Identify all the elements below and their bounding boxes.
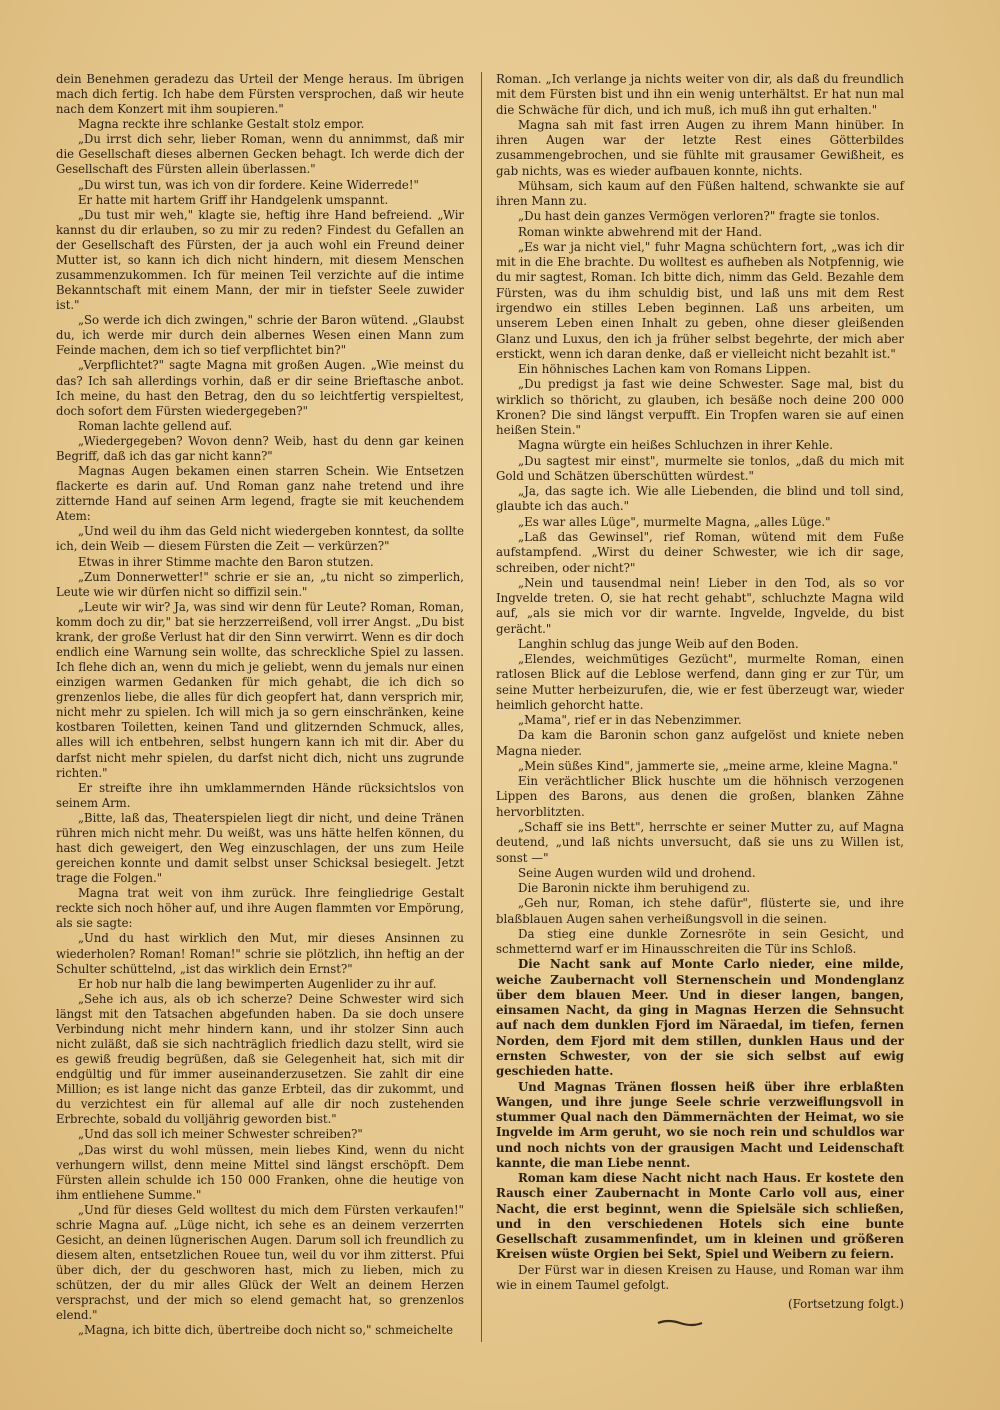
paragraph: „Du predigst ja fast wie deine Schwester. Sage mal, bist du wirklich so thöricht, zu glauben, ich besäße noch deine 200 000 Kronen? Die sind längst verpufft. Ein Tropfen waren sie auf einen heißen Stein." [496,377,904,438]
paragraph: Roman. „Ich verlange ja nichts weiter von dir, als daß du freundlich mit dem Fürsten bist und ihn ein wenig unterhältst. Er hat nun mal die Schwäche für dich, und ich muß, ich muß ihn gut erhalten." [496,72,904,117]
paragraph: Er hob nur halb die lang bewimperten Augenlider zu ihr auf. [78,976,437,991]
paragraph: „Elendes, weichmütiges Gezücht", murmelte Roman, einen ratlosen Blick auf die Leblose werfend, dann ging er zur Tür, um seine Mutter herbeizurufen, die, wie er fest überzeugt war, wieder heimlich gehorcht hatte. [496,652,904,712]
paragraph: Magnas Augen bekamen einen starren Schein. Wie Entsetzen flackerte es darin auf. Und Roman ganz nahe tretend und ihre zitternde Hand auf seinen Arm legend, fragte sie mit keuchendem Atem: [56,464,464,524]
paragraph: Roman winkte abwehrend mit der Hand. [518,224,763,239]
paragraph: Ein verächtlicher Blick huschte um die höhnisch verzogenen Lippen des Barons, aus denen die großen, blanken Zähne hervorblitzten. [496,774,904,819]
paragraph: Er hatte mit hartem Griff ihr Handgelenk umspannt. [78,192,389,207]
paragraph: „Leute wir wir? Ja, was sind wir denn für Leute? Roman, Roman, komm doch zu dir," bat sie herzzerreißend, voll irrer Angst. „Du bist krank, der große Verlust hat dir den Sinn verwirrt. Wenn es dir doch endlich eine Warnung sein wollte, das schreckliche Spiel zu lassen. Ich flehe dich an, wenn du mich je geliebt, wenn du jemals nur einen einzigen warmen Gedanken für mich gehabt, die ich dich so grenzenlos liebe, die alles für dich geopfert hat, dann versprich mir, nicht mehr zu spielen. Ich will mich ja so gern einschränken, keine kostbaren Toiletten, keinen Tand und glitzernden Schmuck, alles, alles will ich entbehren, selbst hungern kann ich mit dir. Aber du darfst nicht mehr spielen, du darfst nicht dich, nicht uns zugrunde richten." [56,599,464,780]
paragraph: Roman kam diese Nacht nicht nach Haus. Er kostete den Rausch einer Zaubernacht in Monte Carlo voll aus, einer Nacht, die erst beginnt, wenn die Spielsäle sich schließen, und in den verschiedenen Hotels sich eine bunte Gesellschaft zusammenfindet, um in kleinen und größeren Kreisen wüste Orgien bei Sekt, Spiel und Weibern zu feiern. [496,1171,904,1262]
paragraph: „Mein süßes Kind", jammerte sie, „meine arme, kleine Magna." [518,758,898,773]
paragraph: „Du sagtest mir einst", murmelte sie tonlos, „daß du mich mit Gold und Schätzen überschütten würdest." [496,453,904,483]
paragraph: „Nein und tausendmal nein! Lieber in den Tod, als so vor Ingvelde treten. O, sie hat recht gehabt", schluchzte Magna wild auf, „als sie mich vor dir warnte. Ingvelde, Ingvelde, du bist gerächt." [496,575,904,636]
paragraph: Und Magnas Tränen flossen heiß über ihre erblaßten Wangen, und ihre junge Seele schrie verzweiflungsvoll in stummer Qual nach den Dämmernächten der Heimat, wo sie Ingvelde im Arm geruht, wo sie noch rein und schuldlos war und noch nichts von der grausigen Macht und Leidenschaft kannte, die man Liebe nennt. [496,1079,904,1170]
paragraph: „Magna, ich bitte dich, übertreibe doch nicht so," schmeichelte [78,1323,453,1338]
continuation-note: (Fortsetzung folgt.) [788,1297,904,1312]
paragraph: „Geh nur, Roman, ich stehe dafür", flüsterte sie, und ihre blaßblauen Augen sahen verheißungsvoll in die seinen. [496,896,904,926]
paragraph: „Sehe ich aus, als ob ich scherze? Deine Schwester wird sich längst mit den Tatsachen abgefunden haben. Da sie doch unsere Verbindung nicht mehr hindern kann, und ihr stolzer Sinn auch nicht zuläßt, daß sie sich nachträglich friedlich dazu stellt, wird sie es gewiß freudig begrüßen, daß sie Gelegenheit hat, sich mit dir endgültig und für immer auseinanderzusetzen. Sie zahlt dir eine Million; es ist lange nicht das ganze Erbteil, das dir zukommt, und du verzichtest ein für allemal auf alle dir noch zustehenden Erbrechte, sobald du volljährig geworden bist." [56,991,464,1127]
paragraph: „Ja, das sagte ich. Wie alle Liebenden, die blind und toll sind, glaubte ich das auch." [496,484,904,514]
paragraph: Magna sah mit fast irren Augen zu ihrem Mann hinüber. In ihren Augen war der letzte Rest eines Götterbildes zusammengebrochen, und sie fühlte mit grausamer Gewißheit, es gab nichts, was es wieder aufbauen konnte, nichts. [496,117,904,178]
paragraph: „Und das soll ich meiner Schwester schreiben?" [78,1127,363,1142]
paragraph: „Schaff sie ins Bett", herrschte er seiner Mutter zu, auf Magna deutend, „und laß nichts unversucht, daß sie uns zu Willen ist, sonst —" [496,820,904,865]
paragraph: „Es war ja nicht viel," fuhr Magna schüchtern fort, „was ich dir mit in die Ehe brachte. Du wolltest es aufheben als Notpfennig, wie du mir sagtest, Roman. Ich bitte dich, nimm das Geld. Bezahle dem Fürsten, was du ihm schuldig bist, und laß uns mit dem Rest irgendwo ein stilles Leben beginnen. Laß uns arbeiten, um unserem Leben einen Inhalt zu geben, ohne dieser gleißenden Glanz und Luxus, den ich ja früher selbst begehrte, der mich aber erstickt, wenn ich daran denke, daß er vielleicht nicht bezahlt ist." [496,239,904,361]
paragraph: Da stieg eine dunkle Zornesröte in sein Gesicht, und schmetternd warf er im Hinausschreiten die Tür ins Schloß. [496,926,904,957]
left-column [56,72,464,1347]
paragraph: Roman lachte gellend auf. [78,418,233,433]
paragraph: Die Baronin nickte ihm beruhigend zu. [518,881,751,896]
paragraph: „Es war alles Lüge", murmelte Magna, „alles Lüge." [518,514,831,529]
paragraph: „Verpflichtet?" sagte Magna mit großen Augen. „Wie meinst du das? Ich sah allerdings vorhin, daß er dir seine Brieftasche anbot. Ich meine, du hast den Betrag, den du so leichtfertig verspieltest, doch sofort dem Fürsten wiedergegeben?" [56,358,464,418]
paragraph: dein Benehmen geradezu das Urteil der Menge heraus. Im übrigen mach dich fertig. Ich habe dem Fürsten versprochen, daß wir heute nach dem Konzert mit ihm soupieren." [56,72,464,117]
paragraph: „Zum Donnerwetter!" schrie er sie an, „tu nicht so zimperlich, Leute wie wir dürfen nicht so diffizil sein." [56,569,464,599]
paragraph: Magna würgte ein heißes Schluchzen in ihrer Kehle. [518,438,834,453]
paragraph: Mühsam, sich kaum auf den Füßen haltend, schwankte sie auf ihren Mann zu. [496,178,904,209]
paragraph: Die Nacht sank auf Monte Carlo nieder, eine milde, weiche Zaubernacht voll Sternenschein und Mondenglanz über dem blauen Meer. Und in dieser langen, bangen, einsamen Nacht, da ging in Magnas Herzen die Sehnsucht auf nach dem dunklen Fjord im Näraedal, im tiefen, fernen Norden, dem Fjord mit dem stillen, dunklen Haus und der ernsten Schwester, von der sie sich selbst auf ewig geschieden hatte. [496,957,904,1079]
paragraph: „Bitte, laß das, Theaterspielen liegt dir nicht, und deine Tränen rühren mich nicht mehr. Du weißt, was uns hätte helfen können, du hast dich geweigert, den Weg einzuschlagen, der uns zum Heile gereichen konnte und damit selbst unser Schicksal besiegelt. Jetzt trage die Folgen." [56,810,464,886]
paragraph: „Und du hast wirklich den Mut, mir dieses Ansinnen zu wiederholen? Roman! Roman!" schrie sie plötzlich, ihn heftig an der Schulter schüttelnd, „ist das wirklich dein Ernst?" [56,931,464,976]
paragraph: „Und für dieses Geld wolltest du mich dem Fürsten verkaufen!" schrie Magna auf. „Lüge nicht, ich sehe es an deinem verzerrten Gesicht, an deinen lügnerischen Augen. Darum soll ich freundlich zu diesem alten, entsetzlichen Rouee tun, weil du vor ihm zitterst. Pfui über dich, der du geschworen hast, mich zu lieben, mich zu schützen, der du mir alles Glück der Welt an deinem Herzen versprachst, und der mich so elend gemacht hat, so grenzenlos elend." [56,1202,464,1323]
paragraph: „So werde ich dich zwingen," schrie der Baron wütend. „Glaubst du, ich werde mir durch dein albernes Wesen einen Mann zum Feinde machen, dem ich so tief verpflichtet bin?" [56,313,464,358]
paragraph: „Wiedergegeben? Wovon denn? Weib, hast du denn gar keinen Begriff, daß ich das gar nicht kann?" [56,433,464,463]
paragraph: Magna reckte ihre schlanke Gestalt stolz empor. [78,117,365,132]
paragraph: Magna trat weit von ihm zurück. Ihre feingliedrige Gestalt reckte sich noch höher auf, und ihre Augen flammten vor Empörung, als sie sagte: [56,886,464,931]
paragraph: Langhin schlug das junge Weib auf den Boden. [518,636,799,651]
paragraph: „Du tust mir weh," klagte sie, heftig ihre Hand befreiend. „Wir kannst du dir erlauben, so zu mir zu reden? Findest du Gefallen an der Gesellschaft des Fürsten, der ja auch wohl ein Freund deiner Mutter ist, so kann ich dich nicht hindern, mit diesem Menschen zusammenzukommen. Ich für meinen Teil verzichte auf die intime Bekanntschaft mit einem Mann, der mir in tiefster Seele zuwider ist." [56,207,464,313]
paragraph: Ein höhnisches Lachen kam von Romans Lippen. [518,362,811,377]
paragraph: Er streifte ihre ihn umklammernden Hände rücksichtslos von seinem Arm. [56,780,464,810]
paragraph: „Du hast dein ganzes Vermögen verloren?" fragte sie tonlos. [518,209,880,224]
paragraph: Seine Augen wurden wild und drohend. [518,865,756,880]
paragraph: „Laß das Gewinsel", rief Roman, wütend mit dem Fuße aufstampfend. „Wirst du deiner Schwester, wie ich dir sage, schreiben, oder nicht?" [496,529,904,575]
paragraph: „Das wirst du wohl müssen, mein liebes Kind, wenn du nicht verhungern willst, denn meine Mittel sind längst erschöpft. Dem Fürsten allein schulde ich 150 000 Franken, ohne die heutige von ihm entliehene Summe." [56,1142,464,1202]
paragraph: Etwas in ihrer Stimme machte den Baron stutzen. [78,554,374,569]
column-divider [481,72,482,1342]
paragraph: Der Fürst war in diesen Kreisen zu Hause, und Roman war ihm wie in einem Taumel gefolgt. [496,1262,904,1292]
paragraph: „Mama", rief er in das Nebenzimmer. [518,713,742,728]
end-ornament [656,1318,704,1328]
paragraph: Da kam die Baronin schon ganz aufgelöst und kniete neben Magna nieder. [496,728,904,758]
paragraph: „Und weil du ihm das Geld nicht wiedergeben konntest, da sollte ich, dein Weib — diesem Fürsten die Zeit — verkürzen?" [56,524,464,554]
right-column [496,72,904,1332]
paragraph: „Du irrst dich sehr, lieber Roman, wenn du annimmst, daß mir die Gesellschaft dieses albernen Gecken behagt. Ich werde dich der Gesellschaft des Fürsten allein überlassen." [56,132,464,177]
paragraph: „Du wirst tun, was ich von dir fordere. Keine Widerrede!" [78,177,419,192]
